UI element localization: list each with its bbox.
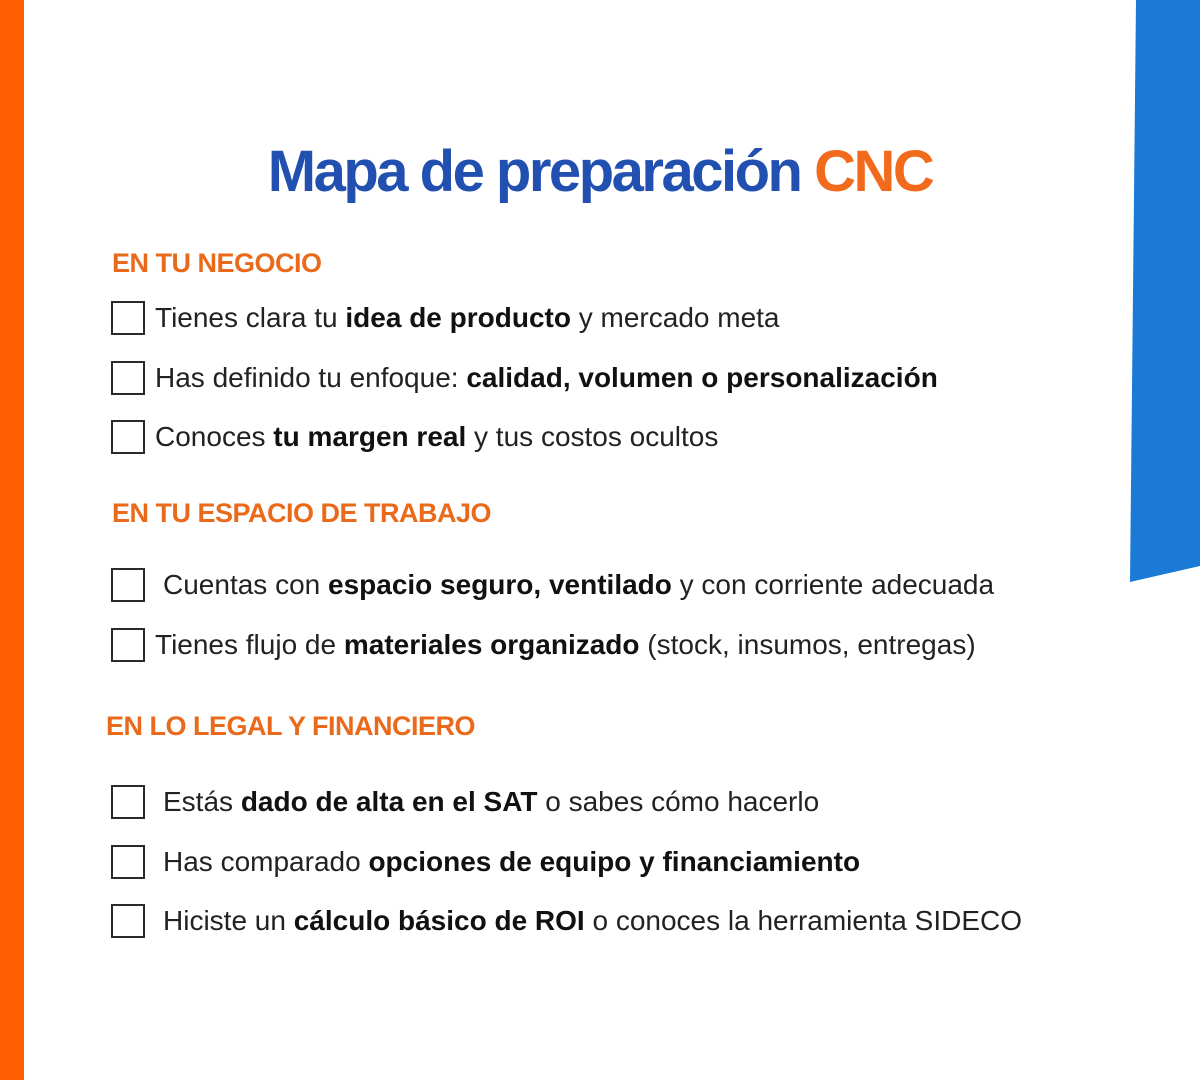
title-main: Mapa de preparación (267, 139, 801, 204)
checklist-item[interactable] (111, 785, 819, 819)
section-heading-legal: EN LO LEGAL Y FINANCIERO (106, 711, 476, 741)
checkbox[interactable] (111, 785, 145, 819)
item-text: Cuentas con espacio seguro, ventilado y con corriente adecuada (163, 569, 995, 600)
checklist-item[interactable] (111, 420, 718, 454)
checkbox[interactable] (111, 628, 145, 662)
page-title (0, 138, 1200, 205)
checklist-item[interactable] (111, 361, 938, 395)
section-heading-negocio: EN TU NEGOCIO (112, 248, 322, 278)
item-text: Conoces tu margen real y tus costos ocultos (155, 421, 719, 452)
item-text: Tienes clara tu idea de producto y mercado meta (155, 302, 780, 333)
item-text: Tienes flujo de materiales organizado (stock, insumos, entregas) (155, 629, 976, 660)
title-accent: CNC (814, 139, 933, 204)
checkbox[interactable] (111, 301, 145, 335)
blue-decorative-shape (1128, 0, 1200, 582)
checklist-item[interactable] (111, 301, 780, 335)
item-text: Has comparado opciones de equipo y financiamiento (163, 846, 861, 877)
checkbox[interactable] (111, 420, 145, 454)
item-text: Has definido tu enfoque: calidad, volumen o personalización (155, 362, 938, 393)
item-text: Hiciste un cálculo básico de ROI o conoces la herramienta SIDECO (163, 905, 1023, 936)
checkbox[interactable] (111, 845, 145, 879)
checkbox[interactable] (111, 361, 145, 395)
checklist-item[interactable] (111, 628, 976, 662)
section-heading-espacio: EN TU ESPACIO DE TRABAJO (112, 498, 492, 528)
checkbox[interactable] (111, 568, 145, 602)
item-text: Estás dado de alta en el SAT o sabes cómo hacerlo (163, 786, 820, 817)
checklist-item[interactable] (111, 568, 994, 602)
checklist-item[interactable] (111, 845, 860, 879)
checkbox[interactable] (111, 904, 145, 938)
checklist-item[interactable] (111, 904, 1022, 938)
